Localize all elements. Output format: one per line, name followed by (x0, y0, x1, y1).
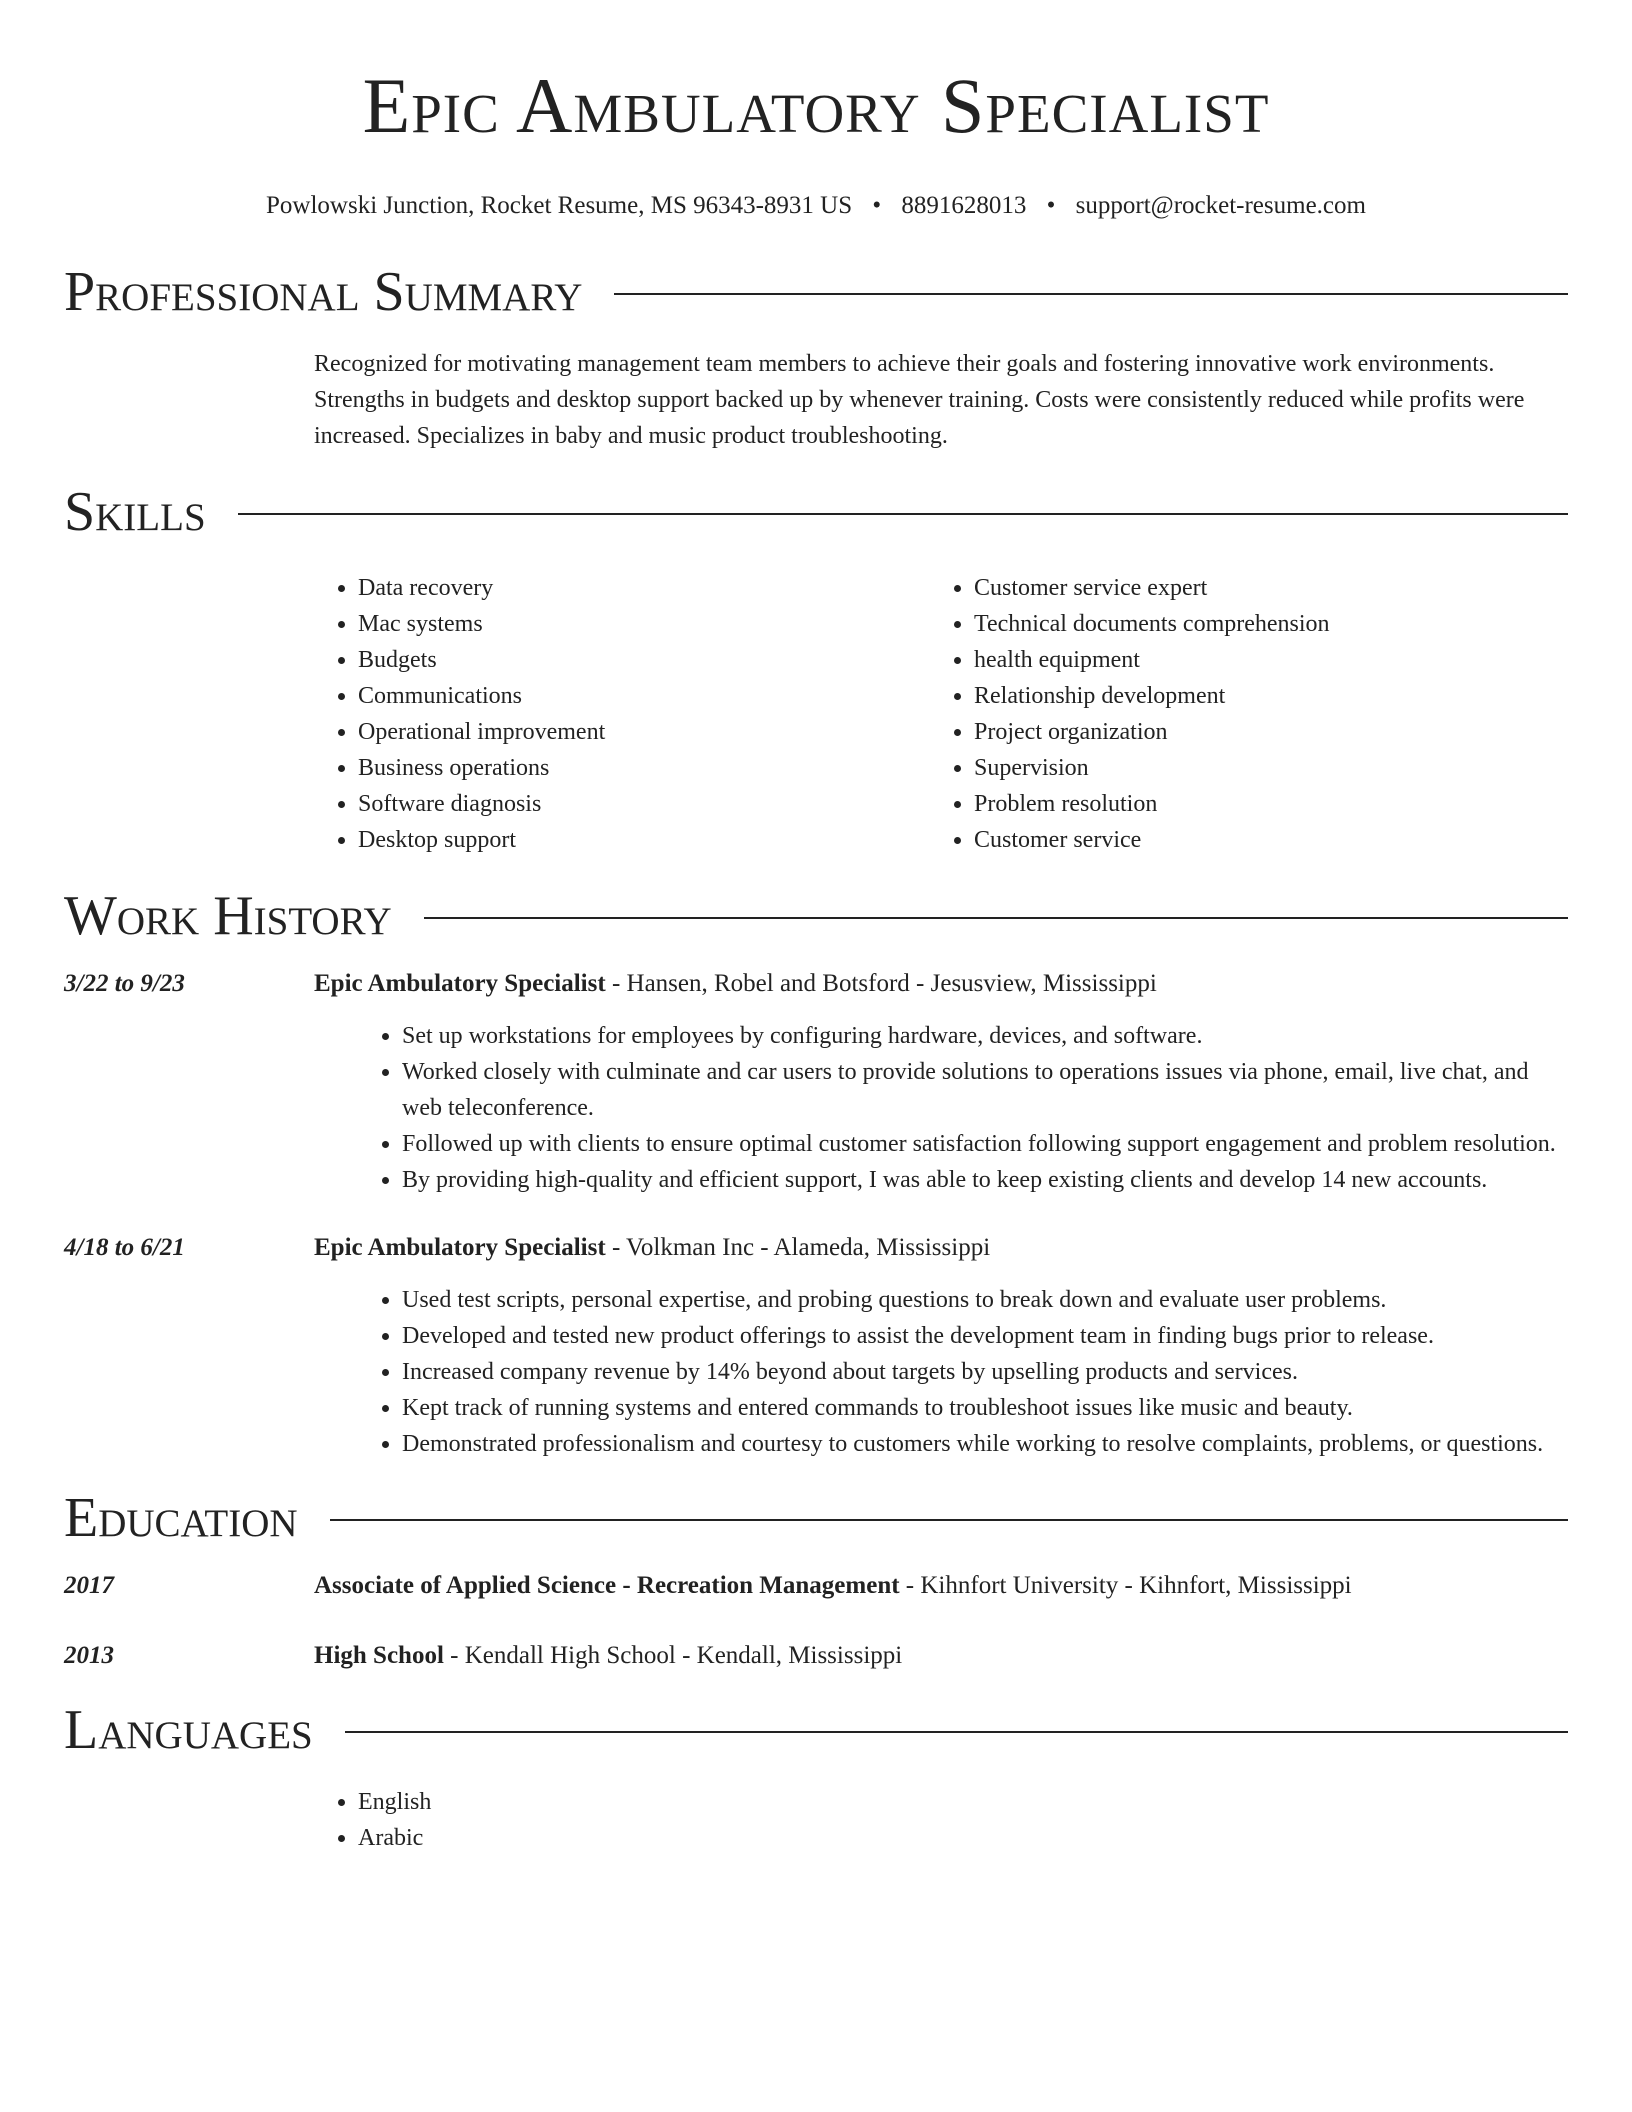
skill-item: • Data recovery (358, 570, 930, 606)
languages-body (64, 1784, 1568, 1856)
work-section-title: Work History (64, 885, 392, 947)
skill-item: • Communications (358, 678, 930, 714)
job-details: - Hansen, Robel and Botsford - Jesusview, Mississippi (605, 970, 1157, 997)
job-details: - Volkman Inc - Alameda, Mississippi (605, 1234, 991, 1261)
work-section-header (64, 884, 1568, 948)
skill-item: • Budgets (358, 642, 930, 678)
contact-separator: • (1046, 192, 1056, 219)
job-date: 3/22 to 9/23 (64, 970, 185, 997)
job-bullet: • Increased company revenue by 14% beyond about targets by upselling products and services. (402, 1354, 1568, 1390)
skill-item: • Relationship development (974, 678, 1546, 714)
education-degree: Associate of Applied Science - Recreation Management (314, 1572, 900, 1599)
languages-section-header (64, 1698, 1568, 1762)
skills-section-header (64, 480, 1568, 544)
section-divider (424, 917, 1568, 919)
skill-item: • Technical documents comprehension (974, 606, 1546, 642)
job-date: 4/18 to 6/21 (64, 1234, 185, 1261)
job-heading (314, 1230, 1568, 1266)
contact-phone: 8891628013 (901, 192, 1027, 219)
job-bullets (64, 1282, 1568, 1462)
job-position: Epic Ambulatory Specialist (314, 970, 606, 997)
skill-item: • Mac systems (358, 606, 930, 642)
language-item: • Arabic (358, 1820, 1568, 1856)
education-details: - Kendall High School - Kendall, Mississippi (443, 1642, 903, 1669)
skills-body (64, 570, 1568, 858)
languages-section-title: Languages (64, 1699, 313, 1761)
contact-separator: • (872, 192, 882, 219)
education-entry (64, 1568, 1568, 1604)
skills-column-left (314, 570, 930, 858)
summary-section-header (64, 260, 1568, 324)
job-header (64, 966, 1568, 1002)
language-item: • English (358, 1784, 1568, 1820)
job-header (64, 1230, 1568, 1266)
summary-section-title: Professional Summary (64, 261, 583, 323)
skill-item: • Problem resolution (974, 786, 1546, 822)
job-bullet: • Kept track of running systems and entered commands to troubleshoot issues like music and beauty. (402, 1390, 1568, 1426)
job-bullet: • Set up workstations for employees by configuring hardware, devices, and software. (402, 1018, 1568, 1054)
education-heading (314, 1568, 1568, 1604)
section-divider (238, 513, 1568, 515)
skill-item: • Business operations (358, 750, 930, 786)
job-bullet: • Developed and tested new product offerings to assist the development team in finding bugs prior to release. (402, 1318, 1568, 1354)
job-entry (64, 1230, 1568, 1462)
skill-item: • health equipment (974, 642, 1546, 678)
contact-email: support@rocket-resume.com (1075, 192, 1366, 219)
job-position: Epic Ambulatory Specialist (314, 1234, 606, 1261)
education-section-title: Education (64, 1487, 298, 1549)
summary-text: Recognized for motivating management team members to achieve their goals and fostering innovative work environments. Strengths in budgets and desktop support backed up by whenever training. Costs were consistently reduced while profits were increased. Specializes in baby and music product troubleshooting. (314, 351, 1525, 449)
education-date: 2013 (64, 1642, 114, 1669)
skill-item: • Customer service (974, 822, 1546, 858)
skills-grid (314, 570, 1568, 858)
education-heading (314, 1638, 1568, 1674)
section-divider (345, 1731, 1568, 1733)
skill-item: • Desktop support (358, 822, 930, 858)
job-bullet: • Used test scripts, personal expertise, and probing questions to break down and evaluate user problems. (402, 1282, 1568, 1318)
skill-item: • Customer service expert (974, 570, 1546, 606)
job-bullet: • By providing high-quality and efficient support, I was able to keep existing clients and develop 14 new accounts. (402, 1162, 1568, 1198)
contact-line (64, 190, 1568, 222)
education-details: - Kihnfort University - Kihnfort, Mississippi (899, 1572, 1352, 1599)
job-bullet: • Worked closely with culminate and car users to provide solutions to operations issues via phone, email, live chat, and web teleconference. (402, 1054, 1568, 1126)
job-entry (64, 966, 1568, 1198)
job-heading (314, 966, 1568, 1002)
contact-address: Powlowski Junction, Rocket Resume, MS 96343-8931 US (266, 192, 853, 219)
skills-section-title: Skills (64, 481, 206, 543)
education-date: 2017 (64, 1572, 114, 1599)
job-bullet: • Demonstrated professionalism and courtesy to customers while working to resolve complaints, problems, or questions. (402, 1426, 1568, 1462)
job-bullets (64, 1018, 1568, 1198)
skills-column-right (930, 570, 1546, 858)
education-entry (64, 1638, 1568, 1674)
job-bullet: • Followed up with clients to ensure optimal customer satisfaction following support engagement and problem resolution. (402, 1126, 1568, 1162)
skill-item: • Project organization (974, 714, 1546, 750)
education-degree: High School (314, 1642, 444, 1669)
education-section-header (64, 1486, 1568, 1550)
skill-item: • Supervision (974, 750, 1546, 786)
section-divider (330, 1519, 1568, 1521)
skill-item: • Operational improvement (358, 714, 930, 750)
section-divider (614, 293, 1568, 295)
candidate-name: Epic Ambulatory Specialist (362, 62, 1270, 149)
skill-item: • Software diagnosis (358, 786, 930, 822)
